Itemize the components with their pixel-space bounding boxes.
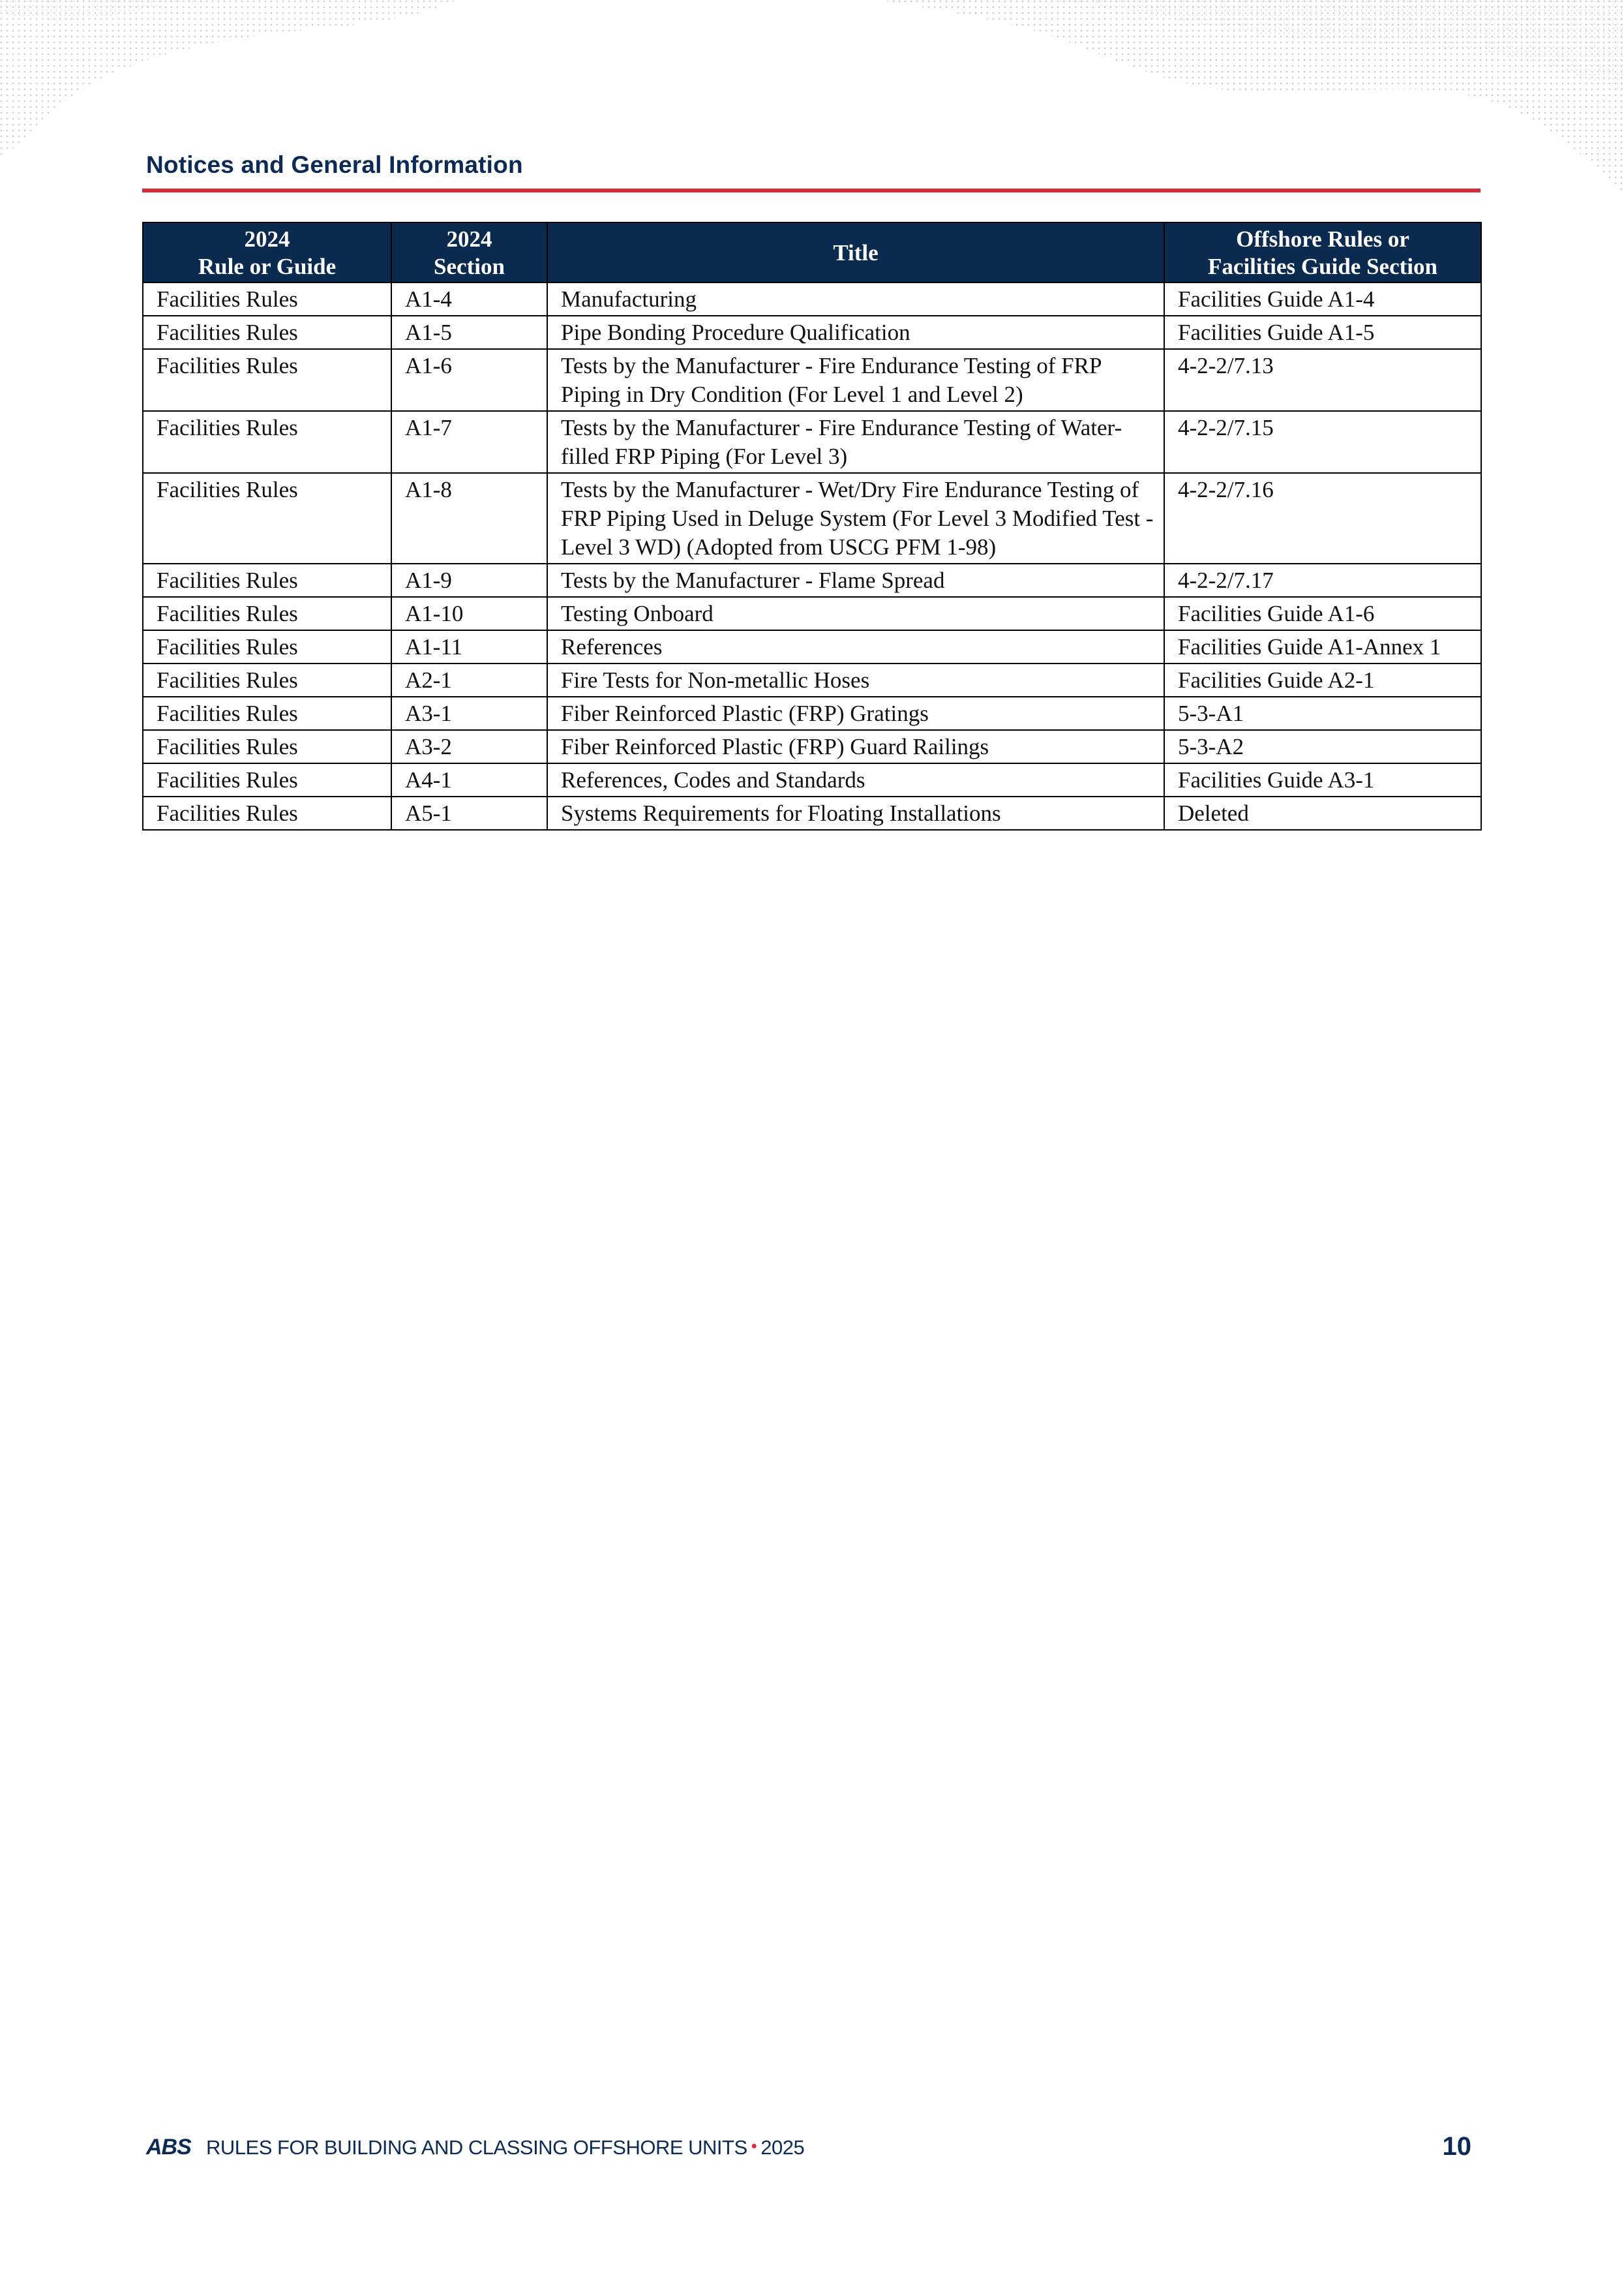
cell-section: A4-1 (391, 763, 547, 797)
table-row (143, 730, 1481, 763)
cell-title: Pipe Bonding Procedure Qualification (547, 316, 1164, 349)
cell-offshore-section: Facilities Guide A1-4 (1164, 282, 1481, 316)
cell-section: A1-5 (391, 316, 547, 349)
cell-section: A1-10 (391, 597, 547, 630)
cell-title: Systems Requirements for Floating Installations (547, 797, 1164, 830)
cell-rule-or-guide: Facilities Rules (143, 797, 391, 830)
column-header-line: Offshore Rules or (1236, 226, 1409, 252)
cell-offshore-section: Facilities Guide A1-6 (1164, 597, 1481, 630)
cell-rule-or-guide: Facilities Rules (143, 664, 391, 697)
cell-offshore-section: 4-2-2/7.15 (1164, 411, 1481, 473)
column-header-line: Title (833, 240, 879, 266)
column-header-title (547, 222, 1164, 282)
cell-offshore-section: Facilities Guide A1-5 (1164, 316, 1481, 349)
footer-separator-dot: • (751, 2136, 757, 2156)
cell-section: A1-11 (391, 630, 547, 664)
cell-offshore-section: Facilities Guide A2-1 (1164, 664, 1481, 697)
cell-title: Manufacturing (547, 282, 1164, 316)
cell-title: Tests by the Manufacturer - Fire Endurance Testing of Water-filled FRP Piping (For Level 3) (547, 411, 1164, 473)
column-header-offshore-section (1164, 222, 1481, 282)
cell-offshore-section: Facilities Guide A3-1 (1164, 763, 1481, 797)
table-row (143, 564, 1481, 597)
cell-title: Fiber Reinforced Plastic (FRP) Guard Railings (547, 730, 1164, 763)
table-row (143, 697, 1481, 730)
cell-rule-or-guide: Facilities Rules (143, 597, 391, 630)
abs-brand-logo: ABS (146, 2135, 191, 2159)
cell-section: A1-9 (391, 564, 547, 597)
table-row (143, 473, 1481, 564)
cell-section: A2-1 (391, 664, 547, 697)
table-header-row (143, 222, 1481, 282)
cell-section: A1-7 (391, 411, 547, 473)
table-row (143, 282, 1481, 316)
cell-rule-or-guide: Facilities Rules (143, 697, 391, 730)
cell-section: A3-2 (391, 730, 547, 763)
column-header-section (391, 222, 547, 282)
cell-offshore-section: 4-2-2/7.17 (1164, 564, 1481, 597)
cell-offshore-section: 5-3-A2 (1164, 730, 1481, 763)
cell-title: Testing Onboard (547, 597, 1164, 630)
column-header-line: 2024 (244, 226, 290, 252)
cell-offshore-section: 5-3-A1 (1164, 697, 1481, 730)
cell-title: References (547, 630, 1164, 664)
page-footer (146, 2132, 1477, 2165)
table-row (143, 349, 1481, 411)
table-row (143, 664, 1481, 697)
rules-mapping-table-container (142, 222, 1481, 831)
cell-offshore-section: Facilities Guide A1-Annex 1 (1164, 630, 1481, 664)
footer-publication-title (206, 2136, 804, 2159)
cell-section: A1-6 (391, 349, 547, 411)
cell-title: Fiber Reinforced Plastic (FRP) Gratings (547, 697, 1164, 730)
cell-offshore-section: Deleted (1164, 797, 1481, 830)
table-row (143, 630, 1481, 664)
cell-offshore-section: 4-2-2/7.16 (1164, 473, 1481, 564)
cell-rule-or-guide: Facilities Rules (143, 473, 391, 564)
footer-year: 2025 (760, 2136, 805, 2159)
cell-section: A1-8 (391, 473, 547, 564)
cell-title: Fire Tests for Non-metallic Hoses (547, 664, 1164, 697)
cell-rule-or-guide: Facilities Rules (143, 316, 391, 349)
cell-rule-or-guide: Facilities Rules (143, 282, 391, 316)
cell-rule-or-guide: Facilities Rules (143, 763, 391, 797)
cell-section: A3-1 (391, 697, 547, 730)
cell-rule-or-guide: Facilities Rules (143, 730, 391, 763)
section-header-title: Notices and General Information (146, 151, 523, 178)
cell-rule-or-guide: Facilities Rules (143, 349, 391, 411)
table-row (143, 763, 1481, 797)
header-divider (142, 189, 1481, 192)
table-row (143, 797, 1481, 830)
cell-section: A5-1 (391, 797, 547, 830)
page-number: 10 (1442, 2132, 1471, 2161)
rules-mapping-table (142, 222, 1482, 831)
table-row (143, 411, 1481, 473)
table-row (143, 597, 1481, 630)
table-row (143, 316, 1481, 349)
cell-title: References, Codes and Standards (547, 763, 1164, 797)
cell-title: Tests by the Manufacturer - Fire Endurance Testing of FRP Piping in Dry Condition (For Level 1 and Level 2) (547, 349, 1164, 411)
cell-offshore-section: 4-2-2/7.13 (1164, 349, 1481, 411)
column-header-line: Rule or Guide (198, 254, 337, 279)
footer-publication-name: RULES FOR BUILDING AND CLASSING OFFSHORE UNITS (206, 2136, 747, 2159)
cell-section: A1-4 (391, 282, 547, 316)
cell-title: Tests by the Manufacturer - Wet/Dry Fire Endurance Testing of FRP Piping Used in Deluge System (For Level 3 Modified Test - Level 3 WD) (Adopted from USCG PFM 1-98) (547, 473, 1164, 564)
column-header-line: 2024 (446, 226, 492, 252)
cell-rule-or-guide: Facilities Rules (143, 630, 391, 664)
cell-rule-or-guide: Facilities Rules (143, 564, 391, 597)
column-header-rule-or-guide (143, 222, 391, 282)
column-header-line: Facilities Guide Section (1208, 254, 1437, 279)
column-header-line: Section (434, 254, 505, 279)
cell-rule-or-guide: Facilities Rules (143, 411, 391, 473)
cell-title: Tests by the Manufacturer - Flame Spread (547, 564, 1164, 597)
